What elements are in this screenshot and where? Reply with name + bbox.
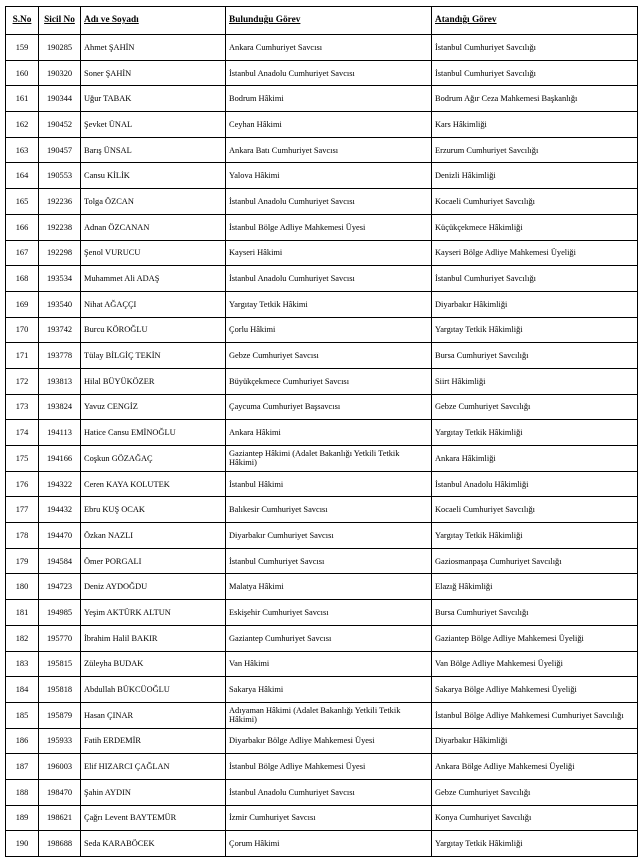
cell-name: Seda KARABÖCEK: [81, 831, 226, 857]
cell-assigned-post: Yargıtay Tetkik Hâkimliği: [432, 831, 638, 857]
cell-sno: 168: [6, 266, 39, 292]
cell-assigned-post: Bursa Cumhuriyet Savcılığı: [432, 600, 638, 626]
cell-sicil-no: 195770: [39, 625, 81, 651]
cell-sicil-no: 190285: [39, 35, 81, 61]
table-row: [6, 35, 638, 61]
cell-sicil-no: 194432: [39, 497, 81, 523]
table-row: [6, 702, 638, 728]
cell-name: Barış ÜNSAL: [81, 137, 226, 163]
table-row: [6, 189, 638, 215]
cell-current-post: Bodrum Hâkimi: [226, 86, 432, 112]
cell-assigned-post: Diyarbakır Hâkimliği: [432, 728, 638, 754]
cell-sno: 186: [6, 728, 39, 754]
cell-current-post: İstanbul Anadolu Cumhuriyet Savcısı: [226, 189, 432, 215]
cell-sicil-no: 193534: [39, 266, 81, 292]
cell-name: Yeşim AKTÜRK ALTUN: [81, 600, 226, 626]
table-row: [6, 240, 638, 266]
cell-sno: 190: [6, 831, 39, 857]
cell-name: Abdullah BÜKCÜOĞLU: [81, 677, 226, 703]
cell-name: Tolga ÖZCAN: [81, 189, 226, 215]
cell-name: Soner ŞAHİN: [81, 60, 226, 86]
cell-name: Hatice Cansu EMİNOĞLU: [81, 420, 226, 446]
table-row: [6, 497, 638, 523]
cell-name: Elif HIZARCI ÇAĞLAN: [81, 754, 226, 780]
cell-sno: 161: [6, 86, 39, 112]
cell-sicil-no: 192236: [39, 189, 81, 215]
cell-sicil-no: 194166: [39, 446, 81, 472]
cell-current-post: İstanbul Anadolu Cumhuriyet Savcısı: [226, 779, 432, 805]
cell-assigned-post: İstanbul Anadolu Hâkimliği: [432, 471, 638, 497]
cell-assigned-post: İstanbul Cumhuriyet Savcılığı: [432, 35, 638, 61]
cell-assigned-post: Konya Cumhuriyet Savcılığı: [432, 805, 638, 831]
cell-sicil-no: 190452: [39, 112, 81, 138]
cell-name: Ebru KUŞ OCAK: [81, 497, 226, 523]
cell-current-post: Çaycuma Cumhuriyet Başsavcısı: [226, 394, 432, 420]
cell-assigned-post: Elazığ Hâkimliği: [432, 574, 638, 600]
table-row: [6, 112, 638, 138]
cell-assigned-post: Siirt Hâkimliği: [432, 368, 638, 394]
cell-sicil-no: 194322: [39, 471, 81, 497]
cell-sno: 184: [6, 677, 39, 703]
cell-name: Deniz AYDOĞDU: [81, 574, 226, 600]
cell-assigned-post: Kocaeli Cumhuriyet Savcılığı: [432, 189, 638, 215]
cell-assigned-post: Erzurum Cumhuriyet Savcılığı: [432, 137, 638, 163]
cell-name: Hilal BÜYÜKÖZER: [81, 368, 226, 394]
cell-current-post: Ankara Hâkimi: [226, 420, 432, 446]
cell-current-post: İstanbul Anadolu Cumhuriyet Savcısı: [226, 60, 432, 86]
table-body: [6, 35, 638, 857]
cell-current-post: Gaziantep Hâkimi (Adalet Bakanlığı Yetkili Tetkik Hâkimi): [226, 446, 432, 472]
cell-sno: 160: [6, 60, 39, 86]
cell-current-post: Malatya Hâkimi: [226, 574, 432, 600]
cell-assigned-post: Bodrum Ağır Ceza Mahkemesi Başkanlığı: [432, 86, 638, 112]
cell-sno: 172: [6, 368, 39, 394]
cell-sno: 176: [6, 471, 39, 497]
cell-current-post: Yargıtay Tetkik Hâkimi: [226, 291, 432, 317]
cell-sno: 173: [6, 394, 39, 420]
cell-name: Yavuz CENGİZ: [81, 394, 226, 420]
cell-sno: 162: [6, 112, 39, 138]
cell-name: Adnan ÖZCANAN: [81, 214, 226, 240]
cell-current-post: Çorlu Hâkimi: [226, 317, 432, 343]
cell-sno: 171: [6, 343, 39, 369]
cell-assigned-post: İstanbul Cumhuriyet Savcılığı: [432, 60, 638, 86]
header-assigned-post: Atandığı Görev: [432, 7, 638, 35]
cell-sicil-no: 194113: [39, 420, 81, 446]
table-row: [6, 420, 638, 446]
cell-current-post: Diyarbakır Cumhuriyet Savcısı: [226, 523, 432, 549]
cell-sno: 164: [6, 163, 39, 189]
table-row: [6, 523, 638, 549]
cell-sno: 187: [6, 754, 39, 780]
cell-current-post: Sakarya Hâkimi: [226, 677, 432, 703]
cell-sicil-no: 196003: [39, 754, 81, 780]
cell-sno: 159: [6, 35, 39, 61]
cell-current-post: Gaziantep Cumhuriyet Savcısı: [226, 625, 432, 651]
cell-sicil-no: 193778: [39, 343, 81, 369]
table-row: [6, 214, 638, 240]
header-sicil-no: Sicil No: [39, 7, 81, 35]
cell-current-post: İstanbul Bölge Adliye Mahkemesi Üyesi: [226, 754, 432, 780]
cell-sno: 165: [6, 189, 39, 215]
table-row: [6, 600, 638, 626]
cell-assigned-post: Diyarbakır Hâkimliği: [432, 291, 638, 317]
cell-sno: 167: [6, 240, 39, 266]
cell-current-post: Ankara Batı Cumhuriyet Savcısı: [226, 137, 432, 163]
cell-name: Burcu KÖROĞLU: [81, 317, 226, 343]
cell-sno: 178: [6, 523, 39, 549]
cell-assigned-post: Kayseri Bölge Adliye Mahkemesi Üyeliği: [432, 240, 638, 266]
table-row: [6, 779, 638, 805]
table-row: [6, 754, 638, 780]
cell-current-post: Kayseri Hâkimi: [226, 240, 432, 266]
cell-sicil-no: 195879: [39, 702, 81, 728]
cell-sno: 183: [6, 651, 39, 677]
header-sno: S.No: [6, 7, 39, 35]
cell-sicil-no: 195818: [39, 677, 81, 703]
cell-assigned-post: İstanbul Cumhuriyet Savcılığı: [432, 266, 638, 292]
cell-name: Çağrı Levent BAYTEMÜR: [81, 805, 226, 831]
table-row: [6, 394, 638, 420]
cell-name: Tülay BİLGİÇ TEKİN: [81, 343, 226, 369]
cell-assigned-post: Bursa Cumhuriyet Savcılığı: [432, 343, 638, 369]
cell-sno: 166: [6, 214, 39, 240]
table-row: [6, 651, 638, 677]
table-row: [6, 291, 638, 317]
cell-name: Şahin AYDIN: [81, 779, 226, 805]
cell-assigned-post: Ankara Hâkimliği: [432, 446, 638, 472]
table-row: [6, 368, 638, 394]
cell-name: Cansu KİLİK: [81, 163, 226, 189]
cell-current-post: İstanbul Hâkimi: [226, 471, 432, 497]
cell-name: Coşkun GÖZAĞAÇ: [81, 446, 226, 472]
cell-sno: 163: [6, 137, 39, 163]
cell-name: Özkan NAZLI: [81, 523, 226, 549]
cell-current-post: Balıkesir Cumhuriyet Savcısı: [226, 497, 432, 523]
appointments-table: [5, 6, 638, 857]
cell-assigned-post: Gebze Cumhuriyet Savcılığı: [432, 779, 638, 805]
table-row: [6, 548, 638, 574]
cell-assigned-post: Yargıtay Tetkik Hâkimliği: [432, 523, 638, 549]
cell-sno: 188: [6, 779, 39, 805]
table-header-row: [6, 7, 638, 35]
cell-name: Nihat AĞAÇÇI: [81, 291, 226, 317]
table-row: [6, 163, 638, 189]
table-row: [6, 831, 638, 857]
cell-current-post: Gebze Cumhuriyet Savcısı: [226, 343, 432, 369]
cell-current-post: İzmir Cumhuriyet Savcısı: [226, 805, 432, 831]
cell-sicil-no: 192238: [39, 214, 81, 240]
cell-assigned-post: Gaziantep Bölge Adliye Mahkemesi Üyeliği: [432, 625, 638, 651]
cell-sno: 182: [6, 625, 39, 651]
cell-sno: 189: [6, 805, 39, 831]
cell-current-post: Diyarbakır Bölge Adliye Mahkemesi Üyesi: [226, 728, 432, 754]
cell-current-post: İstanbul Anadolu Cumhuriyet Savcısı: [226, 266, 432, 292]
cell-name: Şenol VURUCU: [81, 240, 226, 266]
table-row: [6, 471, 638, 497]
cell-assigned-post: Sakarya Bölge Adliye Mahkemesi Üyeliği: [432, 677, 638, 703]
cell-name: Ömer PORGALI: [81, 548, 226, 574]
cell-assigned-post: Gebze Cumhuriyet Savcılığı: [432, 394, 638, 420]
cell-sicil-no: 198470: [39, 779, 81, 805]
cell-current-post: İstanbul Cumhuriyet Savcısı: [226, 548, 432, 574]
cell-assigned-post: Ankara Bölge Adliye Mahkemesi Üyeliği: [432, 754, 638, 780]
cell-sno: 174: [6, 420, 39, 446]
cell-sno: 185: [6, 702, 39, 728]
cell-sicil-no: 193813: [39, 368, 81, 394]
cell-assigned-post: Yargıtay Tetkik Hâkimliği: [432, 317, 638, 343]
cell-sicil-no: 194985: [39, 600, 81, 626]
cell-assigned-post: Kars Hâkimliği: [432, 112, 638, 138]
cell-sno: 181: [6, 600, 39, 626]
cell-sicil-no: 193824: [39, 394, 81, 420]
cell-assigned-post: Yargıtay Tetkik Hâkimliği: [432, 420, 638, 446]
cell-sno: 177: [6, 497, 39, 523]
table-row: [6, 574, 638, 600]
table-row: [6, 137, 638, 163]
cell-name: Hasan ÇINAR: [81, 702, 226, 728]
cell-assigned-post: Denizli Hâkimliği: [432, 163, 638, 189]
cell-sno: 179: [6, 548, 39, 574]
table-row: [6, 446, 638, 472]
table-row: [6, 86, 638, 112]
table-row: [6, 317, 638, 343]
cell-name: Şevket ÜNAL: [81, 112, 226, 138]
cell-sicil-no: 194723: [39, 574, 81, 600]
cell-sicil-no: 198621: [39, 805, 81, 831]
cell-current-post: İstanbul Bölge Adliye Mahkemesi Üyesi: [226, 214, 432, 240]
cell-current-post: Yalova Hâkimi: [226, 163, 432, 189]
table-row: [6, 266, 638, 292]
cell-sicil-no: 193742: [39, 317, 81, 343]
cell-sicil-no: 190320: [39, 60, 81, 86]
table-row: [6, 728, 638, 754]
cell-assigned-post: Van Bölge Adliye Mahkemesi Üyeliği: [432, 651, 638, 677]
cell-name: Ceren KAYA KOLUTEK: [81, 471, 226, 497]
cell-sicil-no: 198688: [39, 831, 81, 857]
cell-current-post: Eskişehir Cumhuriyet Savcısı: [226, 600, 432, 626]
cell-current-post: Ceyhan Hâkimi: [226, 112, 432, 138]
cell-sicil-no: 190553: [39, 163, 81, 189]
cell-name: Muhammet Ali ADAŞ: [81, 266, 226, 292]
cell-sicil-no: 190457: [39, 137, 81, 163]
cell-sicil-no: 195933: [39, 728, 81, 754]
cell-assigned-post: İstanbul Bölge Adliye Mahkemesi Cumhuriyet Savcılığı: [432, 702, 638, 728]
table-row: [6, 805, 638, 831]
table-row: [6, 625, 638, 651]
table-row: [6, 343, 638, 369]
header-name: Adı ve Soyadı: [81, 7, 226, 35]
cell-sicil-no: 194584: [39, 548, 81, 574]
cell-sicil-no: 195815: [39, 651, 81, 677]
cell-assigned-post: Küçükçekmece Hâkimliği: [432, 214, 638, 240]
cell-name: Ahmet ŞAHİN: [81, 35, 226, 61]
cell-sno: 180: [6, 574, 39, 600]
header-current-post: Bulunduğu Görev: [226, 7, 432, 35]
cell-sicil-no: 194470: [39, 523, 81, 549]
cell-current-post: Adıyaman Hâkimi (Adalet Bakanlığı Yetkili Tetkik Hâkimi): [226, 702, 432, 728]
cell-sicil-no: 193540: [39, 291, 81, 317]
cell-name: Züleyha BUDAK: [81, 651, 226, 677]
table-row: [6, 677, 638, 703]
cell-current-post: Çorum Hâkimi: [226, 831, 432, 857]
cell-sicil-no: 190344: [39, 86, 81, 112]
cell-name: Fatih ERDEMİR: [81, 728, 226, 754]
cell-sno: 175: [6, 446, 39, 472]
cell-sicil-no: 192298: [39, 240, 81, 266]
cell-current-post: Van Hâkimi: [226, 651, 432, 677]
cell-assigned-post: Kocaeli Cumhuriyet Savcılığı: [432, 497, 638, 523]
cell-current-post: Büyükçekmece Cumhuriyet Savcısı: [226, 368, 432, 394]
cell-assigned-post: Gaziosmanpaşa Cumhuriyet Savcılığı: [432, 548, 638, 574]
cell-name: Uğur TABAK: [81, 86, 226, 112]
cell-current-post: Ankara Cumhuriyet Savcısı: [226, 35, 432, 61]
table-row: [6, 60, 638, 86]
cell-name: İbrahim Halil BAKIR: [81, 625, 226, 651]
cell-sno: 170: [6, 317, 39, 343]
cell-sno: 169: [6, 291, 39, 317]
